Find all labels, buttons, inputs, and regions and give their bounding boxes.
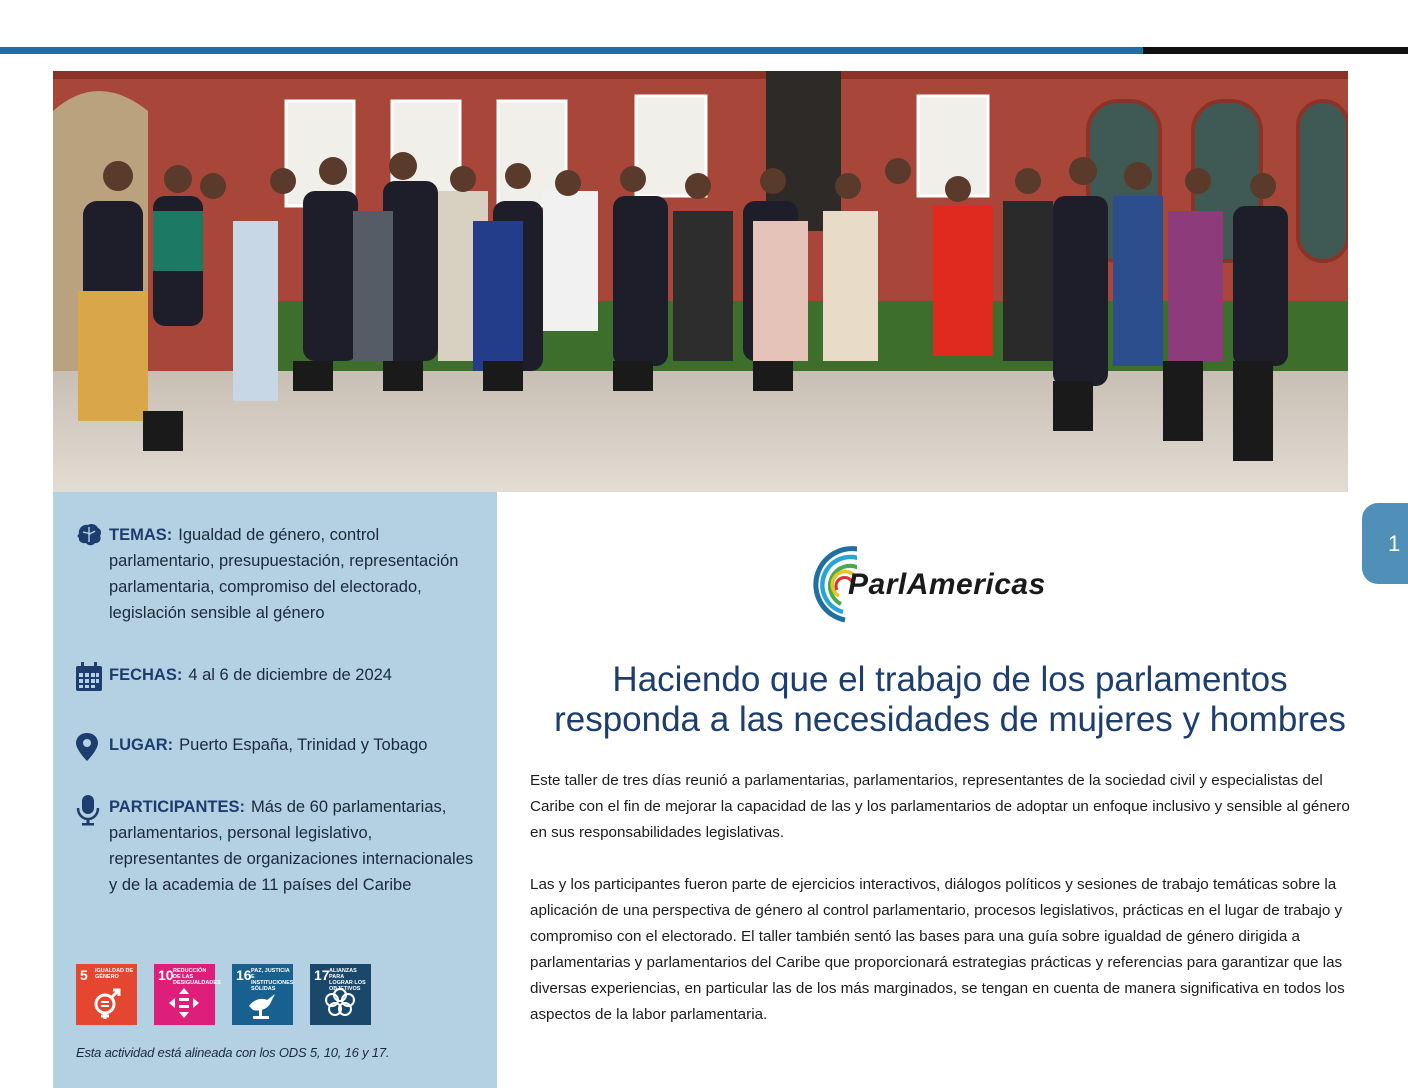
dove-icon — [245, 986, 279, 1020]
sdg-caption: IGUALDAD DE GÉNERO — [95, 968, 134, 980]
sdg-number: 5 — [80, 967, 88, 983]
participantes-label: PARTICIPANTES: — [109, 798, 245, 816]
temas-label: TEMAS: — [109, 526, 173, 544]
sdg-number: 10 — [158, 967, 174, 983]
lugar-value: Puerto España, Trinidad y Tobago — [179, 736, 428, 754]
sdg-16-badge — [232, 964, 293, 1025]
participantes-value: Más de 60 parlamentarias, parlamentarios, personal legislativo, representantes de organizaciones internacionales y de la academia de 11 países del Caribe — [109, 798, 474, 894]
logo-wordmark: ParlAmericas — [848, 568, 1046, 601]
event-info-panel — [53, 492, 497, 1088]
reduced-inequalities-icon — [167, 986, 201, 1020]
lugar-label: LUGAR: — [109, 736, 174, 754]
page-headline — [515, 660, 1385, 740]
headline-line-1: Haciendo que el trabajo de los parlamentos — [612, 660, 1288, 699]
temas-value: Igualdad de género, control parlamentario, presupuestación, representación parlamentaria, compromiso del electorado, legislación sensible al género — [109, 526, 459, 622]
sdg-caption: PAZ, JUSTICIA E INSTITUCIONES SÓLIDAS — [251, 968, 294, 992]
sdg-5-badge — [76, 964, 137, 1025]
sdg-17-badge — [310, 964, 371, 1025]
body-text — [530, 768, 1360, 1054]
page-number-tab: 1 — [1362, 503, 1408, 584]
brain-icon — [75, 522, 103, 552]
fechas-value: 4 al 6 de diciembre de 2024 — [188, 666, 392, 684]
location-pin-icon — [75, 732, 103, 762]
body-paragraph-1: Este taller de tres días reunió a parlamentarias, parlamentarios, representantes de la sociedad civil y especialistas del Caribe con el fin de mejorar la capacidad de las y los parlamentarios de adoptar un enfoque inclusivo y sensible al género en sus responsabilidades legislativas. — [530, 772, 1350, 841]
partnership-flower-icon — [323, 986, 357, 1020]
calendar-icon — [75, 662, 103, 692]
sdg-10-badge — [154, 964, 221, 1025]
microphone-icon — [75, 794, 103, 824]
top-rule-blue — [0, 47, 1143, 54]
sdg-number: 17 — [314, 967, 330, 983]
body-paragraph-2: Las y los participantes fueron parte de ejercicios interactivos, diálogos políticos y sesiones de trabajo temáticas sobre la aplicación de una perspectiva de género al control parlamentario, procesos legislativos, prácticas en el lugar de trabajo y compromiso con el electorado. El taller también sentó las bases para una guía sobre igualdad de género dirigida a parlamentarias y parlamentarios del Caribe que proporcionará estrategias prácticas y referencias para garantizar que las diversas experiencias, en particular las de los más marginados, se tengan en cuenta de manera significativa en todos los aspectos de la labor parlamentaria. — [530, 876, 1345, 1023]
sdg-alignment-note: Esta actividad está alineada con los ODS 5, 10, 16 y 17. — [76, 1045, 390, 1060]
group-photo — [53, 71, 1348, 492]
fechas-label: FECHAS: — [109, 666, 183, 684]
sdg-caption: REDUCCIÓN DE LAS DESIGUALDADES — [173, 968, 221, 986]
gender-equality-icon — [89, 986, 123, 1020]
headline-line-2: responda a las necesidades de mujeres y hombres — [554, 700, 1346, 739]
sdg-caption: ALIANZAS PARA LOGRAR LOS OBJETIVOS — [329, 968, 366, 992]
sdg-number: 16 — [236, 967, 252, 983]
parlamericas-logo — [797, 546, 1087, 626]
top-rule-black — [1143, 47, 1408, 54]
